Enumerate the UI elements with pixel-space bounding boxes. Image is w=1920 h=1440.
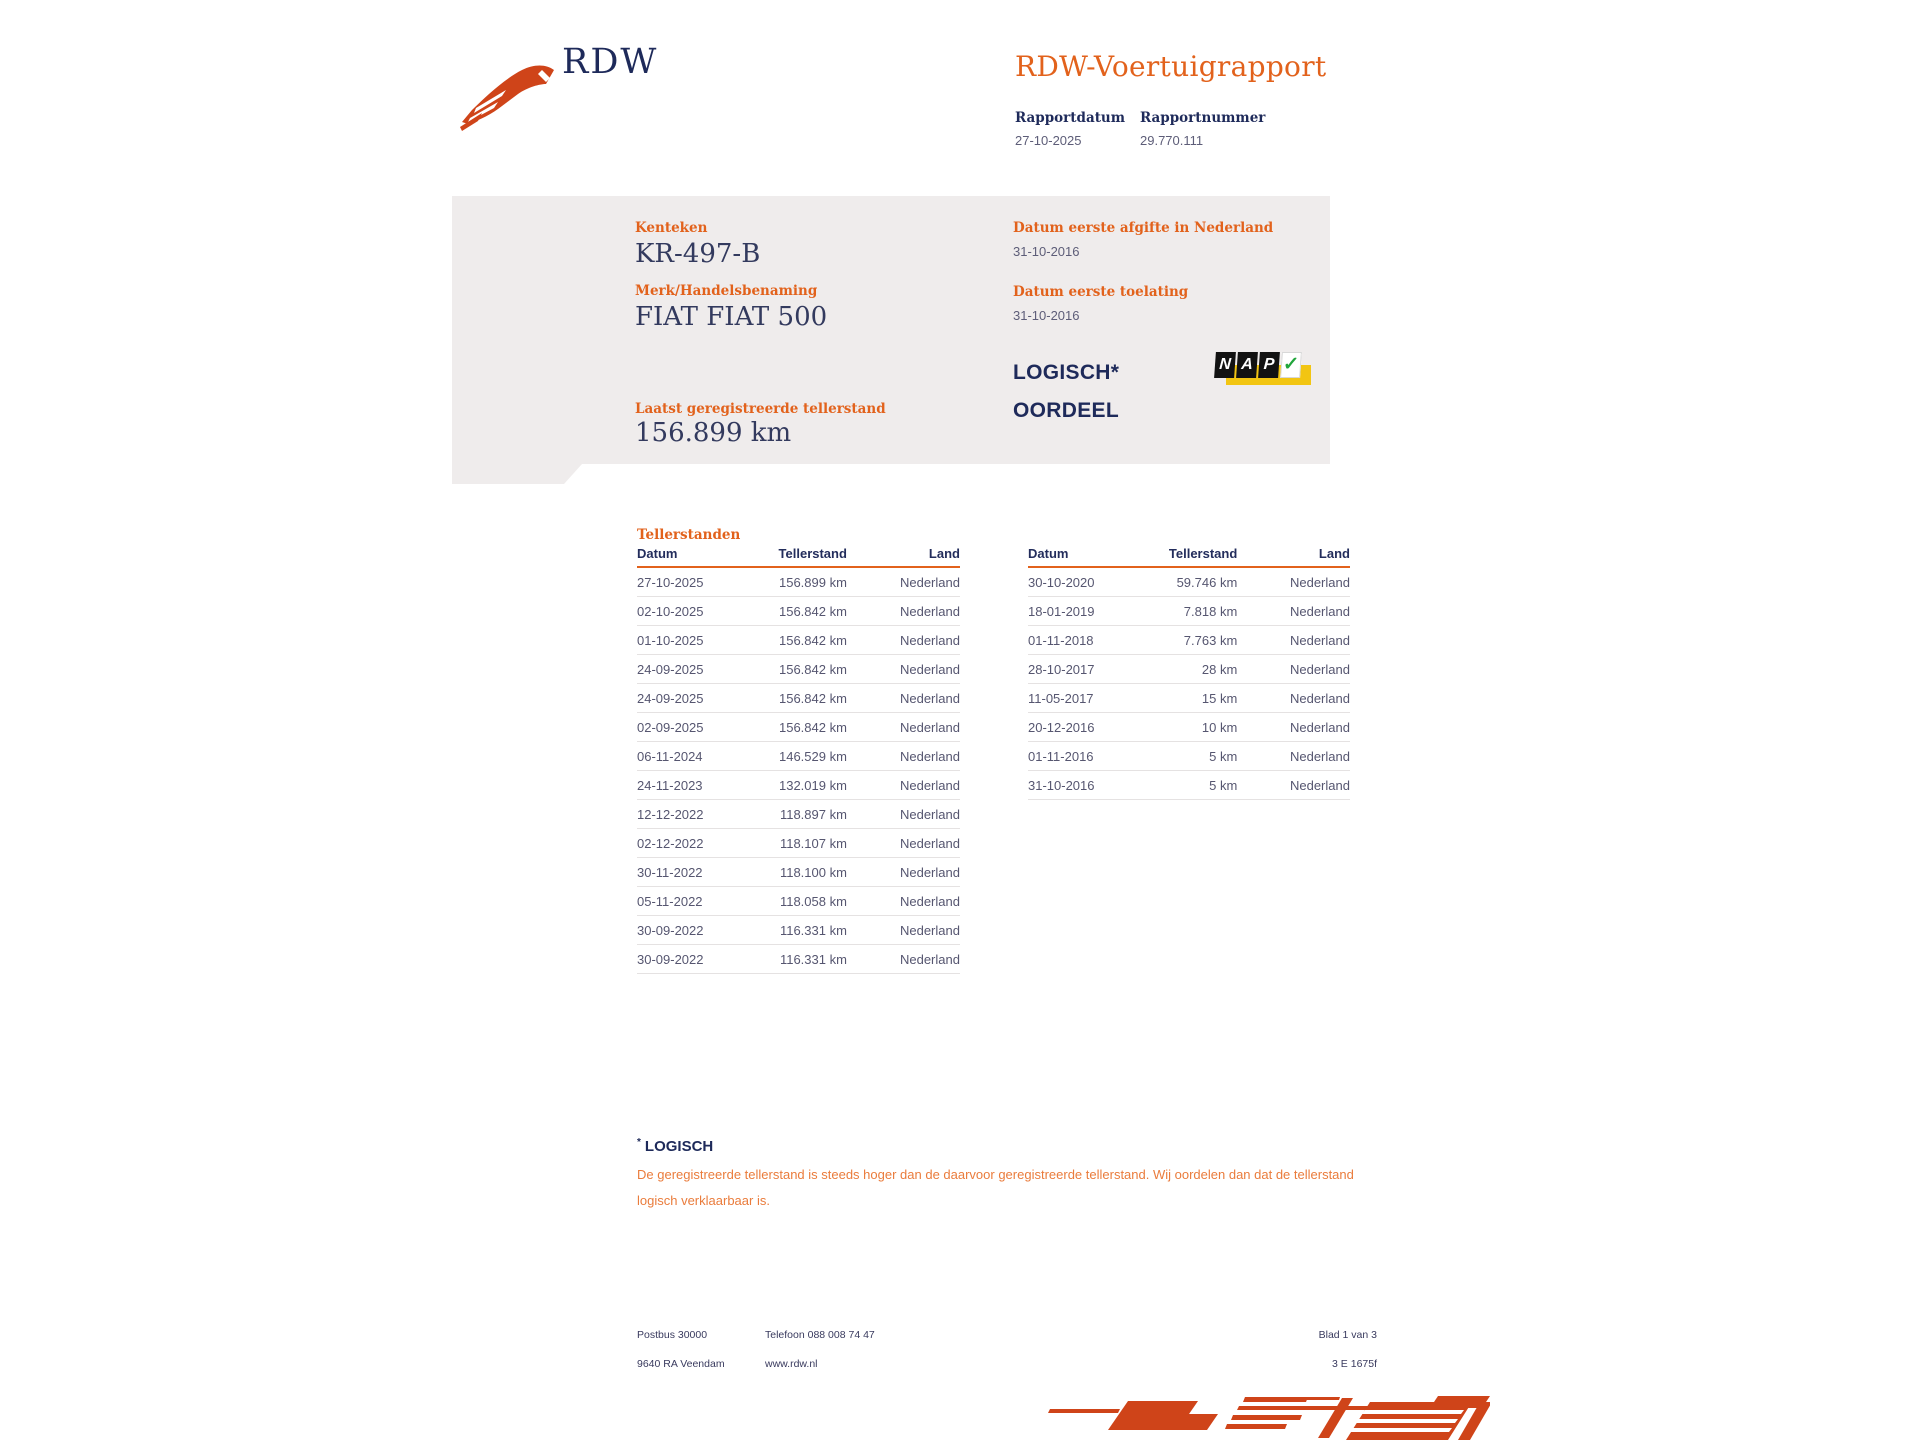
merk-value: FIAT FIAT 500 xyxy=(635,302,828,332)
row-country: Nederland xyxy=(899,748,960,764)
row-odometer: 15 km xyxy=(1201,690,1238,706)
col-header-tellerstand: Tellerstand xyxy=(778,546,847,561)
tellerstanden-title: Tellerstanden xyxy=(637,527,741,543)
row-date: 12-12-2022 xyxy=(637,806,704,822)
report-date-value: 27-10-2025 xyxy=(1015,133,1082,148)
row-odometer: 5 km xyxy=(1209,748,1238,764)
report-meta xyxy=(1015,110,1265,148)
row-date: 30-09-2022 xyxy=(637,922,704,938)
table-row xyxy=(1028,626,1350,655)
rdw-logo-text: RDW xyxy=(562,42,659,82)
row-odometer: 116.331 km xyxy=(779,951,847,967)
report-date-label: Rapportdatum xyxy=(1015,110,1126,126)
table-row xyxy=(637,597,960,626)
footer-page-number: Blad 1 van 3 xyxy=(1318,1329,1377,1341)
row-odometer: 156.899 km xyxy=(778,574,847,590)
row-odometer: 146.529 km xyxy=(778,748,847,764)
row-country: Nederland xyxy=(899,661,960,677)
row-country: Nederland xyxy=(1289,603,1350,619)
col-header-tellerstand: Tellerstand xyxy=(1168,546,1238,561)
nap-tiles xyxy=(1215,352,1301,378)
panel-corner-tab xyxy=(452,464,582,484)
row-country: Nederland xyxy=(899,632,960,648)
row-country: Nederland xyxy=(899,893,960,909)
table-row xyxy=(637,655,960,684)
table-row xyxy=(637,829,960,858)
table-header xyxy=(637,546,960,568)
col-header-datum: Datum xyxy=(637,546,678,561)
table-row xyxy=(1028,771,1350,800)
row-odometer: 116.331 km xyxy=(779,922,847,938)
nap-letter-a: A xyxy=(1236,352,1258,378)
table-row xyxy=(637,626,960,655)
row-country: Nederland xyxy=(899,777,960,793)
table-body xyxy=(637,568,960,974)
table-row xyxy=(1028,684,1350,713)
eerste-toelating-label: Datum eerste toelating xyxy=(1013,284,1189,300)
row-country: Nederland xyxy=(899,806,960,822)
table-row xyxy=(1028,713,1350,742)
row-country: Nederland xyxy=(1289,719,1350,735)
merk-label: Merk/Handelsbenaming xyxy=(635,283,818,299)
row-country: Nederland xyxy=(899,951,960,967)
row-country: Nederland xyxy=(899,574,960,590)
odometer-table-right xyxy=(1028,546,1350,800)
row-country: Nederland xyxy=(1289,777,1350,793)
rdw-wing-icon xyxy=(458,56,558,132)
col-header-datum: Datum xyxy=(1028,546,1069,561)
eerste-toelating-value: 31-10-2016 xyxy=(1013,308,1080,323)
laatste-tellerstand-value: 156.899 km xyxy=(635,418,792,448)
row-odometer: 156.842 km xyxy=(778,603,847,619)
report-number-block xyxy=(1140,110,1265,148)
report-date-block xyxy=(1015,110,1140,148)
report-number-label: Rapportnummer xyxy=(1140,110,1266,126)
row-date: 24-09-2025 xyxy=(637,661,704,677)
row-date: 01-11-2016 xyxy=(1028,748,1094,764)
oordeel-line2: OORDEEL xyxy=(1013,399,1119,422)
row-odometer: 118.058 km xyxy=(779,893,847,909)
table-row xyxy=(637,945,960,974)
row-country: Nederland xyxy=(899,835,960,851)
nap-letter-n: N xyxy=(1214,352,1236,378)
row-date: 02-10-2025 xyxy=(637,603,704,619)
row-odometer: 156.842 km xyxy=(778,661,847,677)
row-odometer: 10 km xyxy=(1201,719,1238,735)
row-date: 02-12-2022 xyxy=(637,835,704,851)
footnote-title xyxy=(637,1137,713,1155)
kenteken-value: KR-497-B xyxy=(635,239,761,269)
row-country: Nederland xyxy=(899,922,960,938)
table-row xyxy=(637,742,960,771)
table-header xyxy=(1028,546,1350,568)
table-row xyxy=(1028,597,1350,626)
row-date: 24-11-2023 xyxy=(637,777,703,793)
eerste-afgifte-value: 31-10-2016 xyxy=(1013,244,1080,259)
table-row xyxy=(637,800,960,829)
footer-website: www.rdw.nl xyxy=(765,1358,818,1370)
odometer-tables xyxy=(637,546,1350,966)
row-odometer: 156.842 km xyxy=(778,690,847,706)
footer-pagination xyxy=(1319,1321,1377,1379)
row-country: Nederland xyxy=(1289,574,1350,590)
row-date: 27-10-2025 xyxy=(637,574,704,590)
footer-address xyxy=(637,1321,725,1379)
row-date: 06-11-2024 xyxy=(637,748,703,764)
row-odometer: 59.746 km xyxy=(1176,574,1238,590)
row-date: 31-10-2016 xyxy=(1028,777,1095,793)
page-title: RDW-Voertuigrapport xyxy=(1015,50,1327,83)
row-date: 01-10-2025 xyxy=(637,632,704,648)
row-date: 30-09-2022 xyxy=(637,951,704,967)
row-date: 24-09-2025 xyxy=(637,690,704,706)
row-odometer: 7.763 km xyxy=(1183,632,1238,648)
footer-postbus: Postbus 30000 xyxy=(637,1329,708,1341)
table-row xyxy=(637,684,960,713)
col-header-land: Land xyxy=(1318,546,1350,561)
nap-check-icon: ✓ xyxy=(1280,352,1302,378)
speed-stripes-graphic xyxy=(1040,1396,1490,1440)
row-country: Nederland xyxy=(899,603,960,619)
row-odometer: 118.107 km xyxy=(779,835,847,851)
row-country: Nederland xyxy=(899,864,960,880)
table-row xyxy=(637,713,960,742)
row-date: 05-11-2022 xyxy=(637,893,703,909)
nap-logo xyxy=(1215,352,1313,388)
odometer-table-left xyxy=(637,546,960,974)
row-odometer: 156.842 km xyxy=(778,632,847,648)
oordeel-verdict xyxy=(1013,354,1119,430)
row-date: 01-11-2018 xyxy=(1028,632,1094,648)
table-row xyxy=(637,916,960,945)
footer-phone: Telefoon 088 008 74 47 xyxy=(765,1329,875,1341)
footer-doc-code: 3 E 1675f xyxy=(1332,1358,1377,1370)
table-row xyxy=(1028,655,1350,684)
row-date: 20-12-2016 xyxy=(1028,719,1095,735)
table-row xyxy=(637,771,960,800)
kenteken-label: Kenteken xyxy=(635,220,708,236)
footnote-title-text: LOGISCH xyxy=(644,1138,714,1155)
row-country: Nederland xyxy=(1289,632,1350,648)
oordeel-line1: LOGISCH* xyxy=(1013,361,1120,384)
row-date: 30-10-2020 xyxy=(1028,574,1095,590)
row-odometer: 28 km xyxy=(1201,661,1238,677)
row-date: 30-11-2022 xyxy=(637,864,703,880)
table-row xyxy=(1028,568,1350,597)
row-odometer: 118.897 km xyxy=(779,806,847,822)
table-row xyxy=(637,858,960,887)
table-row xyxy=(637,887,960,916)
row-odometer: 5 km xyxy=(1209,777,1238,793)
report-number-value: 29.770.111 xyxy=(1140,133,1204,148)
footer-city: 9640 RA Veendam xyxy=(637,1358,725,1370)
row-odometer: 118.100 km xyxy=(779,864,847,880)
row-date: 02-09-2025 xyxy=(637,719,704,735)
footer-contact xyxy=(765,1321,875,1379)
table-row xyxy=(637,568,960,597)
eerste-afgifte-label: Datum eerste afgifte in Nederland xyxy=(1013,220,1274,236)
col-header-land: Land xyxy=(928,546,960,561)
footnote-asterisk: * xyxy=(637,1137,641,1148)
table-body xyxy=(1028,568,1350,800)
vehicle-summary-panel xyxy=(452,196,1330,464)
nap-letter-p: P xyxy=(1258,352,1280,378)
laatste-tellerstand-label: Laatst geregistreerde tellerstand xyxy=(635,401,886,417)
row-country: Nederland xyxy=(899,690,960,706)
footnote-text: De geregistreerde tellerstand is steeds hoger dan de daarvoor geregistreerde tellerstand. Wij oordelen dan dat de tellerstand logisch verklaarbaar is. xyxy=(637,1167,1354,1208)
row-country: Nederland xyxy=(1289,661,1350,677)
row-country: Nederland xyxy=(1289,690,1350,706)
row-odometer: 7.818 km xyxy=(1183,603,1238,619)
row-country: Nederland xyxy=(1289,748,1350,764)
row-date: 11-05-2017 xyxy=(1028,690,1094,706)
table-row xyxy=(1028,742,1350,771)
row-date: 28-10-2017 xyxy=(1028,661,1095,677)
row-odometer: 156.842 km xyxy=(778,719,847,735)
row-odometer: 132.019 km xyxy=(778,777,847,793)
row-date: 18-01-2019 xyxy=(1028,603,1095,619)
row-country: Nederland xyxy=(899,719,960,735)
